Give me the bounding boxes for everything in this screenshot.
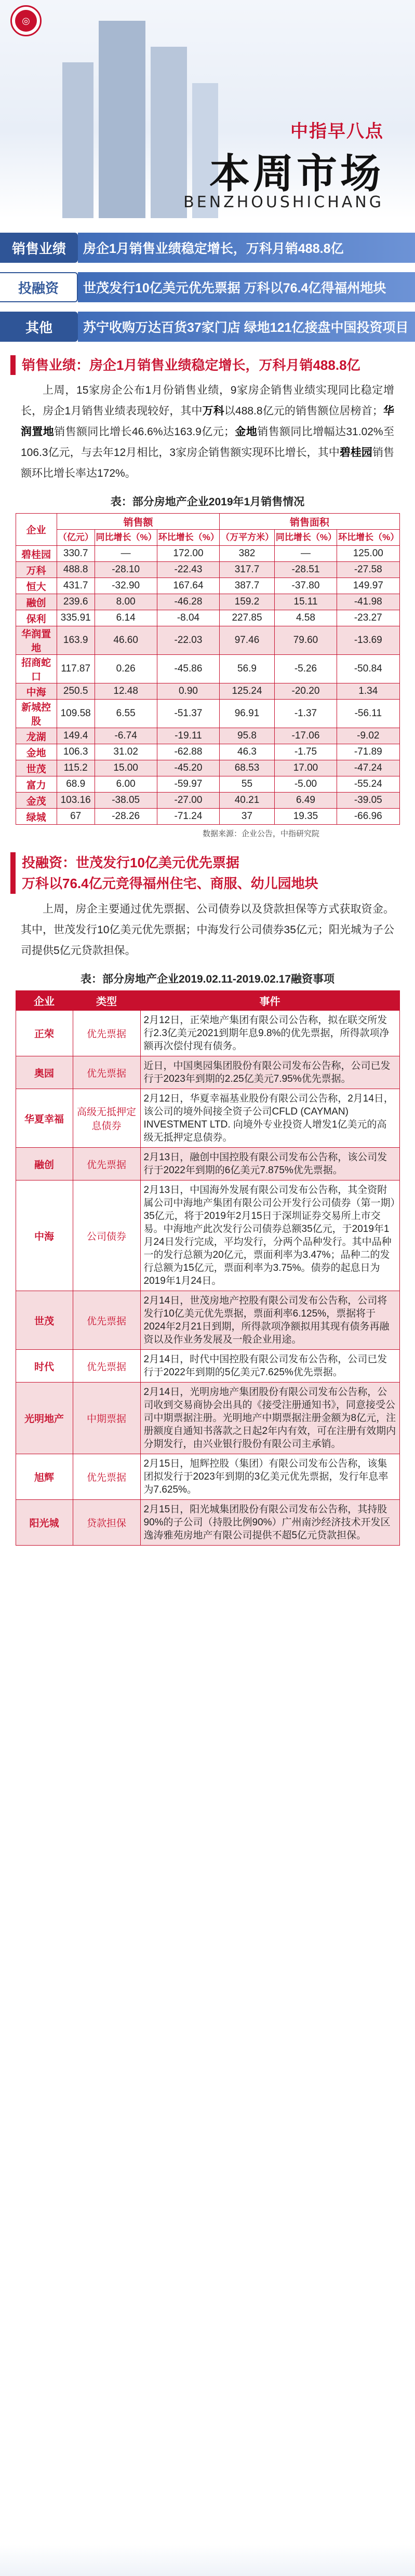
value-cell: 95.8: [220, 728, 275, 744]
value-cell: 387.7: [220, 578, 275, 594]
table-row: [16, 1089, 399, 1148]
sub-col: （万平方米）: [220, 530, 275, 546]
value-cell: 109.58: [57, 700, 95, 728]
company-cell: 金茂: [16, 793, 57, 809]
value-cell: 79.60: [274, 626, 337, 655]
summary-text: 房企1月销售业绩稳定增长，万科月销488.8亿: [78, 233, 415, 263]
table-row: [16, 546, 399, 562]
para-bold: 金地: [235, 426, 258, 438]
event-cell: 2月14日，时代中国控股有限公司发布公告称，公司已发行于2022年到期的5亿美元7.625%优先票据。: [140, 1350, 399, 1383]
company-cell: 华夏幸福: [16, 1089, 73, 1148]
value-cell: 149.97: [337, 578, 399, 594]
company-cell: 华润置地: [16, 626, 57, 655]
value-cell: -8.04: [157, 610, 219, 626]
company-cell: 奥园: [16, 1056, 73, 1089]
table-row: [16, 594, 399, 610]
type-cell: 公司债券: [73, 1180, 140, 1291]
table-row: [16, 1500, 399, 1546]
value-cell: 6.14: [95, 610, 157, 626]
value-cell: -50.84: [337, 655, 399, 683]
value-cell: -19.11: [157, 728, 219, 744]
summary-tag: 投融资: [0, 272, 78, 302]
value-cell: —: [95, 546, 157, 562]
building-graphic: [151, 47, 187, 218]
company-cell: 龙湖: [16, 728, 57, 744]
company-cell: 融创: [16, 594, 57, 610]
summary-text: 世茂发行10亿美元优先票据 万科以76.4亿得福州地块: [78, 272, 415, 302]
value-cell: 172.00: [157, 546, 219, 562]
company-cell: 金地: [16, 744, 57, 760]
summary-row: [0, 312, 415, 342]
sub-col: 同比增长（%）: [95, 530, 157, 546]
page-title-pinyin: BENZHOUSHICHANG: [183, 193, 384, 211]
table-row: [16, 700, 399, 728]
value-cell: 0.90: [157, 683, 219, 700]
summary-row: [0, 272, 415, 302]
sub-col: 环比增长（%）: [337, 530, 399, 546]
value-cell: -38.05: [95, 793, 157, 809]
building-graphic: [62, 62, 93, 218]
value-cell: 330.7: [57, 546, 95, 562]
table-row: [16, 1291, 399, 1350]
value-cell: -1.37: [274, 700, 337, 728]
value-cell: -28.51: [274, 562, 337, 578]
value-cell: 37: [220, 809, 275, 825]
finance-table-caption: 表：部分房地产企业2019.02.11-2019.02.17融资事项: [80, 973, 335, 985]
table-row: [16, 562, 399, 578]
col-sales: 销售额: [57, 514, 219, 530]
section-sales-heading: [10, 355, 405, 375]
value-cell: 117.87: [57, 655, 95, 683]
company-cell: 世茂: [16, 760, 57, 776]
value-cell: 15.11: [274, 594, 337, 610]
value-cell: -23.27: [337, 610, 399, 626]
value-cell: 97.46: [220, 626, 275, 655]
value-cell: 163.9: [57, 626, 95, 655]
event-cell: 2月15日，旭辉控股（集团）有限公司发布公告称，该集团拟发行于2023年到期的3亿美元优先票据，发行年息率为7.625%。: [140, 1454, 399, 1500]
value-cell: 6.55: [95, 700, 157, 728]
sub-col: （亿元）: [57, 530, 95, 546]
company-cell: 世茂: [16, 1291, 73, 1350]
brand-seal-icon: ◎: [15, 10, 37, 32]
event-cell: 2月14日，光明房地产集团股份有限公司发布公告称，公司收到交易商协会出具的《接受注册通知书》，同意接受公司中期票据注册。光明地产中期票据注册金额为8亿元，注册额度自通知书落款之日起2年内有效，可在注册有效期内分期发行，由兴业银行股份有限公司主承销。: [140, 1383, 399, 1454]
value-cell: 431.7: [57, 578, 95, 594]
table-row: [16, 744, 399, 760]
value-cell: -47.24: [337, 760, 399, 776]
value-cell: -5.00: [274, 776, 337, 793]
value-cell: 19.35: [274, 809, 337, 825]
section-title-line2: 万科以76.4亿元竞得福州住宅、商服、幼儿园地块: [22, 876, 318, 891]
event-cell: 2月15日，阳光城集团股份有限公司发布公告称，其持股90%的子公司（持股比例90%）广州南沙经济技术开发区逸涛雅苑房地产有限公司提供不超5亿元贷款担保。: [140, 1500, 399, 1546]
table-row: [16, 728, 399, 744]
value-cell: 167.64: [157, 578, 219, 594]
section-marker: [10, 355, 16, 375]
company-cell: 招商蛇口: [16, 655, 57, 683]
col-company: 企业: [16, 991, 73, 1011]
event-cell: 2月12日，正荣地产集团有限公司公告称，拟在联交所发行2.3亿美元2021到期年息9.8%的优先票据，所得款项净额再次偿付现有债务。: [140, 1011, 399, 1056]
value-cell: 15.00: [95, 760, 157, 776]
value-cell: -59.97: [157, 776, 219, 793]
type-cell: 优先票据: [73, 1056, 140, 1089]
value-cell: 227.85: [220, 610, 275, 626]
value-cell: 103.16: [57, 793, 95, 809]
company-cell: 绿城: [16, 809, 57, 825]
table-row: [16, 776, 399, 793]
company-cell: 保利: [16, 610, 57, 626]
value-cell: -17.06: [274, 728, 337, 744]
para-text: 上周，15家房企公布1月份销售业绩，9家房企销售业绩实现同比稳定增长，房企1月销售业绩表现较好，其中: [21, 384, 394, 417]
company-cell: 时代: [16, 1350, 73, 1383]
summary-text: 苏宁收购万达百货37家门店 绿地121亿接盘中国投资项目: [78, 312, 415, 342]
page-title: 本周市场: [209, 151, 384, 196]
value-cell: 4.58: [274, 610, 337, 626]
value-cell: 68.9: [57, 776, 95, 793]
header-subtitle: 中指早八点: [290, 122, 384, 141]
col-company: 企业: [16, 514, 57, 546]
sales-table: [16, 513, 400, 825]
table-row: [16, 1454, 399, 1500]
table-row: [16, 1383, 399, 1454]
value-cell: -56.11: [337, 700, 399, 728]
type-cell: 优先票据: [73, 1291, 140, 1350]
value-cell: -32.90: [95, 578, 157, 594]
value-cell: 125.24: [220, 683, 275, 700]
summary-list: [0, 218, 415, 342]
table-row: [16, 1148, 399, 1180]
value-cell: 239.6: [57, 594, 95, 610]
value-cell: -20.20: [274, 683, 337, 700]
finance-paragraph: 上周，房企主要通过优先票据、公司债券以及贷款担保等方式获取资金。其中，世茂发行10亿美元优先票据；中海发行公司债券35亿元；阳光城为子公司提供5亿元贷款担保。: [21, 903, 394, 957]
value-cell: 56.9: [220, 655, 275, 683]
para-text: 以488.8亿元的销售额位居榜首；: [224, 405, 383, 417]
value-cell: -1.75: [274, 744, 337, 760]
value-cell: 0.26: [95, 655, 157, 683]
type-cell: 优先票据: [73, 1011, 140, 1056]
value-cell: 46.60: [95, 626, 157, 655]
value-cell: -6.74: [95, 728, 157, 744]
company-cell: 万科: [16, 562, 57, 578]
event-cell: 2月13日，中国海外发展有限公司发布公告称，其全资附属公司中海地产集团有限公司公开发行公司债券（第一期）35亿元，将于2019年2月15日于深圳证券交易所上市交易。中海地产此次发行公司债券总额35亿元，于2019年1月24日发行完成，平均发行，分两个品种发行。其中品种一的发行总额为20亿元，票面利率为3.47%；品种二的发行总额为15亿元，票面利率为3.75%。债券的起息日为2019年1月24日。: [140, 1180, 399, 1291]
table-row: [16, 1180, 399, 1291]
value-cell: 382: [220, 546, 275, 562]
event-cell: 2月13日，融创中国控股有限公司发布公告称，该公司发行于2022年到期的6亿美元7.875%优先票据。: [140, 1148, 399, 1180]
value-cell: -28.10: [95, 562, 157, 578]
value-cell: 159.2: [220, 594, 275, 610]
hero-banner: [0, 0, 415, 218]
value-cell: -66.96: [337, 809, 399, 825]
summary-tag: 其他: [0, 312, 78, 342]
type-cell: 中期票据: [73, 1383, 140, 1454]
table-row: [16, 760, 399, 776]
company-cell: 富力: [16, 776, 57, 793]
value-cell: 335.91: [57, 610, 95, 626]
value-cell: -46.28: [157, 594, 219, 610]
value-cell: 6.00: [95, 776, 157, 793]
value-cell: -28.26: [95, 809, 157, 825]
company-cell: 融创: [16, 1148, 73, 1180]
value-cell: 17.00: [274, 760, 337, 776]
company-cell: 阳光城: [16, 1500, 73, 1546]
value-cell: -45.20: [157, 760, 219, 776]
company-cell: 碧桂园: [16, 546, 57, 562]
para-text: 销售额环比增长率达172%。: [21, 447, 395, 479]
value-cell: 31.02: [95, 744, 157, 760]
table-row: [16, 1011, 399, 1056]
table-row: [16, 1056, 399, 1089]
value-cell: -51.37: [157, 700, 219, 728]
value-cell: -55.24: [337, 776, 399, 793]
sub-col: 环比增长（%）: [157, 530, 219, 546]
event-cell: 2月12日，华夏幸福基业股份有限公司公告称，2月14日，该公司的境外间接全资子公司CFLD (CAYMAN) INVESTMENT LTD. 向境外专业投资人增发1亿美元的高级无抵押定息债券。: [140, 1089, 399, 1148]
company-cell: 正荣: [16, 1011, 73, 1056]
para-bold: 万科: [202, 405, 224, 417]
company-cell: 新城控股: [16, 700, 57, 728]
value-cell: 67: [57, 809, 95, 825]
table-row: [16, 793, 399, 809]
table-row: [16, 809, 399, 825]
section-finance-heading: [10, 852, 405, 894]
event-cell: 近日，中国奥园集团股份有限公司发布公告称，公司已发行于2023年到期的2.25亿美元7.95%优先票据。: [140, 1056, 399, 1089]
col-area: 销售面积: [220, 514, 399, 530]
type-cell: 高级无抵押定息债券: [73, 1089, 140, 1148]
para-bold: 碧桂园: [339, 447, 372, 459]
footer-graphic: [0, 2545, 415, 2576]
type-cell: 贷款担保: [73, 1500, 140, 1546]
value-cell: 106.3: [57, 744, 95, 760]
value-cell: 250.5: [57, 683, 95, 700]
value-cell: -37.80: [274, 578, 337, 594]
table-row: [16, 626, 399, 655]
value-cell: -9.02: [337, 728, 399, 744]
value-cell: -71.89: [337, 744, 399, 760]
company-cell: 旭辉: [16, 1454, 73, 1500]
value-cell: 6.49: [274, 793, 337, 809]
type-cell: 优先票据: [73, 1350, 140, 1383]
sales-table-source: 数据来源：企业公告，中指研究院: [203, 829, 320, 838]
company-cell: 光明地产: [16, 1383, 73, 1454]
value-cell: -45.86: [157, 655, 219, 683]
value-cell: -41.98: [337, 594, 399, 610]
para-text: 销售额同比增幅达31.02%至106.3亿元，与去年12月相比，3家房企销售额实现环比增长，其中: [21, 426, 394, 459]
event-cell: 2月14日，世茂房地产控股有限公司发布公告称，公司将发行10亿美元优先票据，票面利率6.125%，票据将于2024年2月21日到期，所得款项净额拟用其现有债务再融资以及作业务发展及一般企业用途。: [140, 1291, 399, 1350]
table-row: [16, 683, 399, 700]
value-cell: 55: [220, 776, 275, 793]
table-row: [16, 610, 399, 626]
value-cell: 115.2: [57, 760, 95, 776]
sub-col: 同比增长（%）: [274, 530, 337, 546]
value-cell: 68.53: [220, 760, 275, 776]
finance-table: [16, 990, 400, 1546]
value-cell: 125.00: [337, 546, 399, 562]
para-bold: 华润置地: [21, 405, 394, 438]
table-row: [16, 578, 399, 594]
value-cell: 1.34: [337, 683, 399, 700]
section-title: 投融资：世茂发行10亿美元优先票据: [22, 855, 239, 870]
type-cell: 优先票据: [73, 1454, 140, 1500]
table-row: [16, 655, 399, 683]
company-cell: 中海: [16, 1180, 73, 1291]
value-cell: 40.21: [220, 793, 275, 809]
value-cell: -39.05: [337, 793, 399, 809]
table-row: [16, 1350, 399, 1383]
value-cell: 8.00: [95, 594, 157, 610]
value-cell: 317.7: [220, 562, 275, 578]
sales-paragraph: [21, 380, 394, 484]
value-cell: 149.4: [57, 728, 95, 744]
building-graphic: [99, 21, 145, 218]
value-cell: —: [274, 546, 337, 562]
company-cell: 恒大: [16, 578, 57, 594]
company-cell: 中海: [16, 683, 57, 700]
para-text: 销售额同比增长46.6%达163.9亿元；: [54, 426, 235, 438]
section-title: 销售业绩：房企1月销售业绩稳定增长，万科月销488.8亿: [22, 357, 360, 373]
type-cell: 优先票据: [73, 1148, 140, 1180]
value-cell: 12.48: [95, 683, 157, 700]
value-cell: -27.00: [157, 793, 219, 809]
value-cell: 488.8: [57, 562, 95, 578]
sales-table-caption: 表：部分房地产企业2019年1月销售情况: [110, 496, 305, 508]
col-event: 事件: [140, 991, 399, 1011]
brand-logo: [10, 5, 42, 36]
value-cell: -22.03: [157, 626, 219, 655]
value-cell: -13.69: [337, 626, 399, 655]
value-cell: 46.3: [220, 744, 275, 760]
summary-tag: 销售业绩: [0, 233, 78, 263]
col-type: 类型: [73, 991, 140, 1011]
value-cell: -5.26: [274, 655, 337, 683]
value-cell: -22.43: [157, 562, 219, 578]
summary-row: [0, 233, 415, 263]
value-cell: -27.58: [337, 562, 399, 578]
value-cell: -62.88: [157, 744, 219, 760]
value-cell: -71.24: [157, 809, 219, 825]
value-cell: 96.91: [220, 700, 275, 728]
